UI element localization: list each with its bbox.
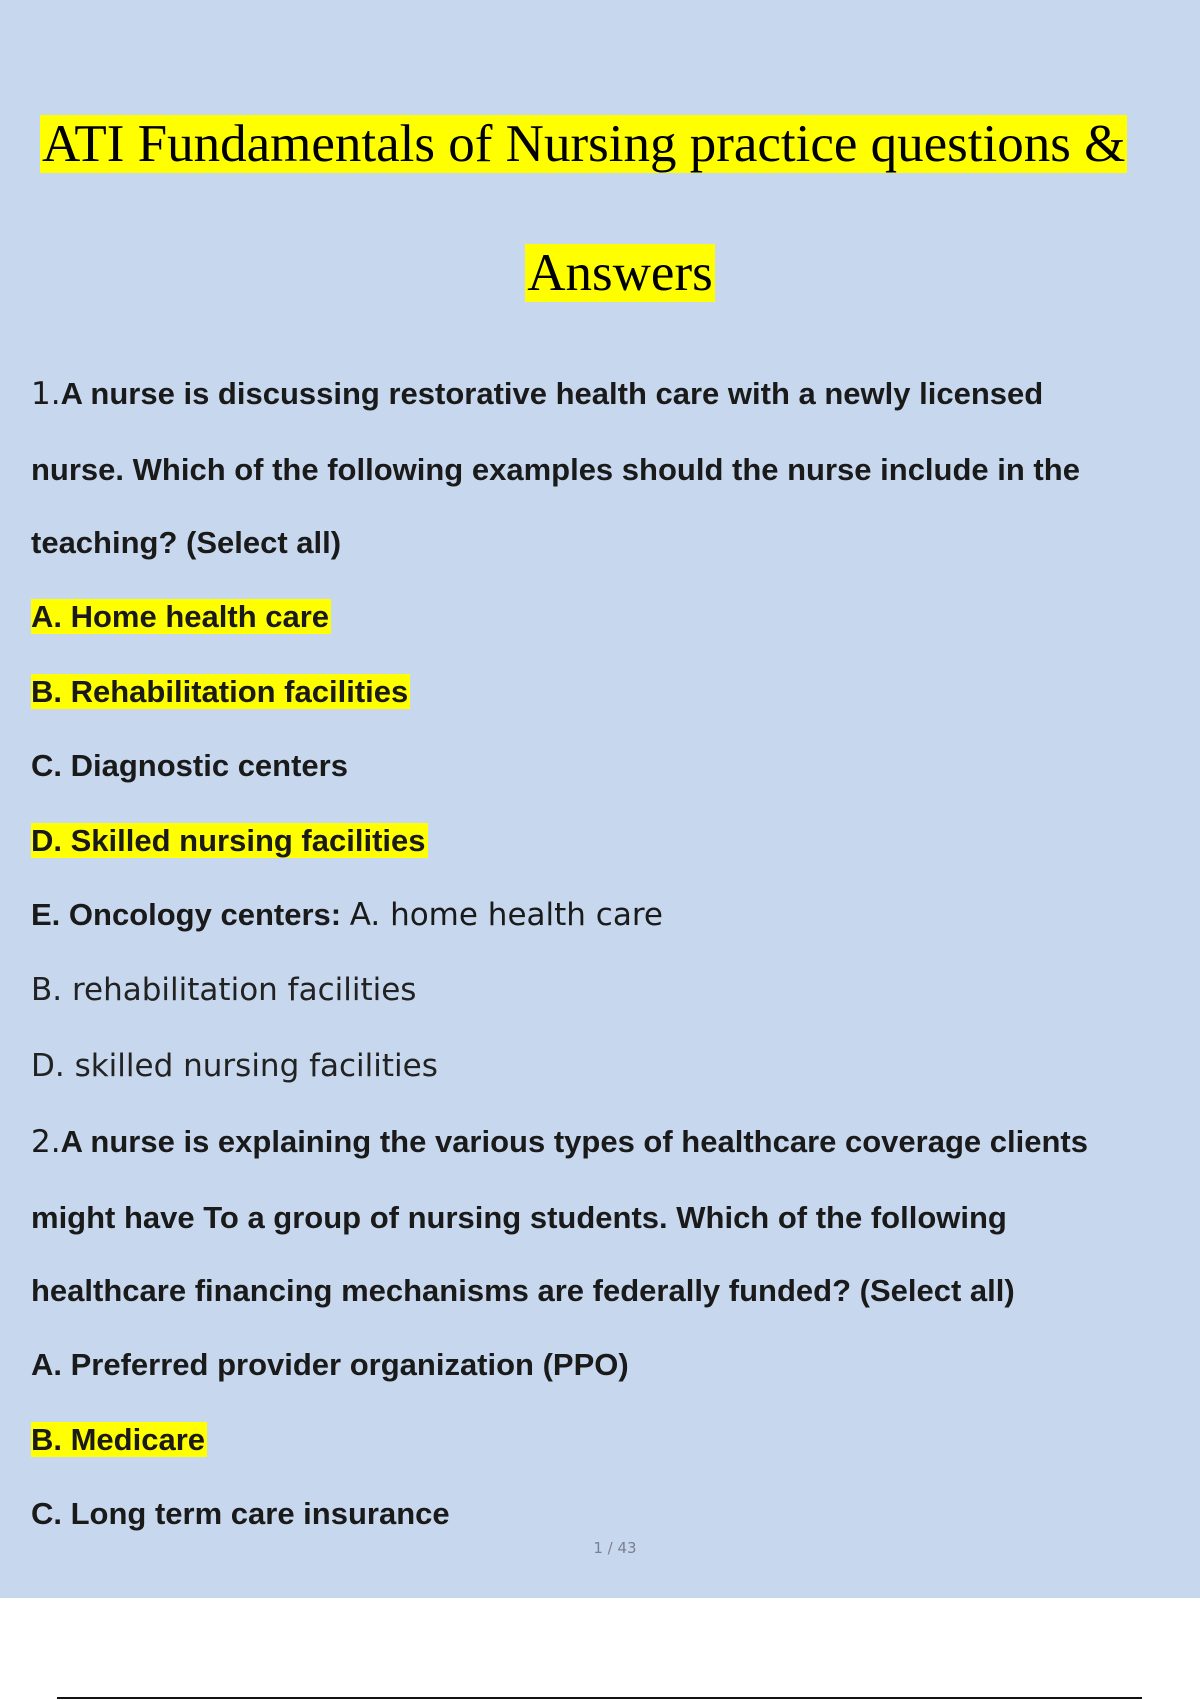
question-2-line-1	[31, 1122, 1088, 1162]
question-2-option-c: C. Long term care insurance	[31, 1496, 450, 1531]
question-1-line-2: nurse. Which of the following examples should the nurse include in the	[31, 452, 1080, 487]
question-2-line-3: healthcare financing mechanisms are federally funded? (Select all)	[31, 1273, 1015, 1308]
question-2-option-a: A. Preferred provider organization (PPO)	[31, 1347, 629, 1382]
title-highlight: Answers	[527, 244, 713, 302]
page-divider	[57, 1697, 1142, 1699]
highlighted-answer: A. Home health care	[31, 599, 330, 634]
option-text: E. Oncology centers:	[31, 897, 342, 932]
question-number: 2.	[31, 1124, 61, 1160]
question-text: A nurse is discussing restorative health care with a newly licensed	[60, 376, 1044, 411]
question-1-option-c: C. Diagnostic centers	[31, 748, 348, 783]
question-number: 1.	[31, 376, 61, 412]
question-1-answer-line-2: B. rehabilitation facilities	[31, 972, 417, 1008]
question-text: A nurse is explaining the various types of healthcare coverage clients	[60, 1124, 1088, 1159]
highlighted-answer: B. Medicare	[31, 1422, 206, 1457]
question-1-option-b	[31, 672, 410, 712]
answer-line: A. home health care	[349, 897, 663, 933]
highlighted-answer: B. Rehabilitation facilities	[31, 674, 409, 709]
title-highlight: ATI Fundamentals of Nursing practice questions &	[42, 115, 1126, 173]
question-1-option-e	[31, 895, 663, 935]
question-1-answer-line-3: D. skilled nursing facilities	[31, 1048, 438, 1084]
question-1-option-a	[31, 597, 331, 637]
question-1-line-3: teaching? (Select all)	[31, 525, 342, 560]
question-2-line-2: might have To a group of nursing students. Which of the following	[31, 1200, 1007, 1235]
document-title-line-1	[40, 111, 1127, 177]
highlighted-answer: D. Skilled nursing facilities	[31, 823, 426, 858]
document-title-line-2	[0, 240, 1200, 306]
question-1-line-1	[31, 374, 1043, 414]
question-2-option-b	[31, 1420, 207, 1460]
page-indicator: 1 / 43	[593, 1539, 637, 1557]
question-1-option-d	[31, 821, 428, 861]
